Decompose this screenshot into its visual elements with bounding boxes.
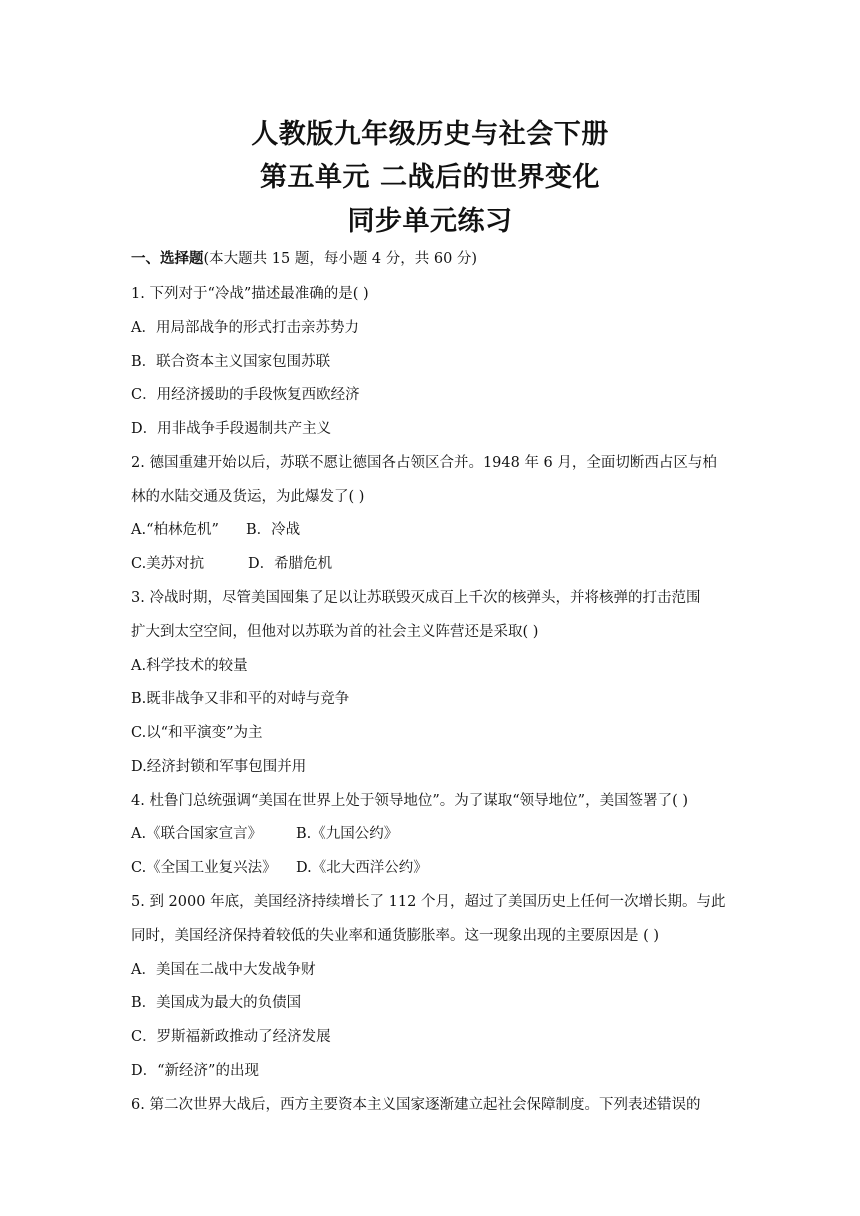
question-4-option-a: A.《联合国家宣言》 [131,826,263,842]
section-note: (本大题共 15 题，每小题 4 分，共 60 分) [203,251,478,267]
section-heading [131,247,731,268]
question-2-option-a: A.“柏林危机” [131,522,219,538]
question-1-option-d: D．用非战争手段遏制共产主义 [131,421,332,437]
question-5-option-b: B．美国成为最大的负债国 [131,995,302,1011]
section-label: 一、选择题 [131,251,204,267]
question-1-option-a: A．用局部战争的形式打击亲苏势力 [131,320,359,336]
question-2-stem-line-2: 林的水陆交通及货运，为此爆发了( ) [131,489,365,505]
question-3-option-a: A.科学技术的较量 [131,658,248,674]
document-title: 人教版九年级历史与社会下册 [251,119,609,150]
question-4-option-b: B.《九国公约》 [296,826,399,842]
question-3-option-c: C.以“和平演变”为主 [131,725,263,741]
question-1-stem: 1. 下列对于“冷战”描述最准确的是( ) [131,286,369,302]
question-4-option-c: C.《全国工业复兴法》 [131,860,277,876]
question-2-option-d: D．希腊危机 [248,556,333,572]
question-4-stem: 4. 杜鲁门总统强调“美国在世界上处于领导地位”。为了谋取“领导地位”，美国签署了( ) [131,793,689,809]
question-6-stem: 6. 第二次世界大战后，西方主要资本主义国家逐渐建立起社会保障制度。下列表述错误的 [131,1097,701,1113]
question-3-stem-line-1: 3. 冷战时期，尽管美国囤集了足以让苏联毁灭成百上千次的核弹头，并将核弹的打击范围 [131,590,701,606]
question-1-option-b: B．联合资本主义国家包围苏联 [131,354,331,370]
question-3-option-d: D.经济封锁和军事包围并用 [131,759,307,775]
question-4-option-d: D.《北大西洋公约》 [296,860,428,876]
question-5-option-d: D．“新经济”的出现 [131,1063,259,1079]
question-2-stem-line-1: 2. 德国重建开始以后，苏联不愿让德国各占领区合并。1948 年 6 月，全面切断西占区与柏 [131,455,717,471]
question-2-option-b: B．冷战 [246,522,301,538]
question-3-option-b: B.既非战争又非和平的对峙与竞争 [131,691,350,707]
question-5-stem-line-1: 5. 到 2000 年底，美国经济持续增长了 112 个月，超过了美国历史上任何一次增长期。与此 [131,894,726,910]
question-3-stem-line-2: 扩大到太空空间，但他对以苏联为首的社会主义阵营还是采取( ) [131,624,539,640]
question-1-option-c: C．用经济援助的手段恢复西欧经济 [131,387,360,403]
question-5-option-c: C．罗斯福新政推动了经济发展 [131,1029,331,1045]
unit-title: 第五单元 二战后的世界变化 [260,162,600,193]
question-2-option-c: C.美苏对抗 [131,556,205,572]
question-5-stem-line-2: 同时，美国经济保持着较低的失业率和通货膨胀率。这一现象出现的主要原因是 ( ) [131,928,660,944]
exercise-title: 同步单元练习 [347,206,513,237]
question-5-option-a: A．美国在二战中大发战争财 [131,962,316,978]
